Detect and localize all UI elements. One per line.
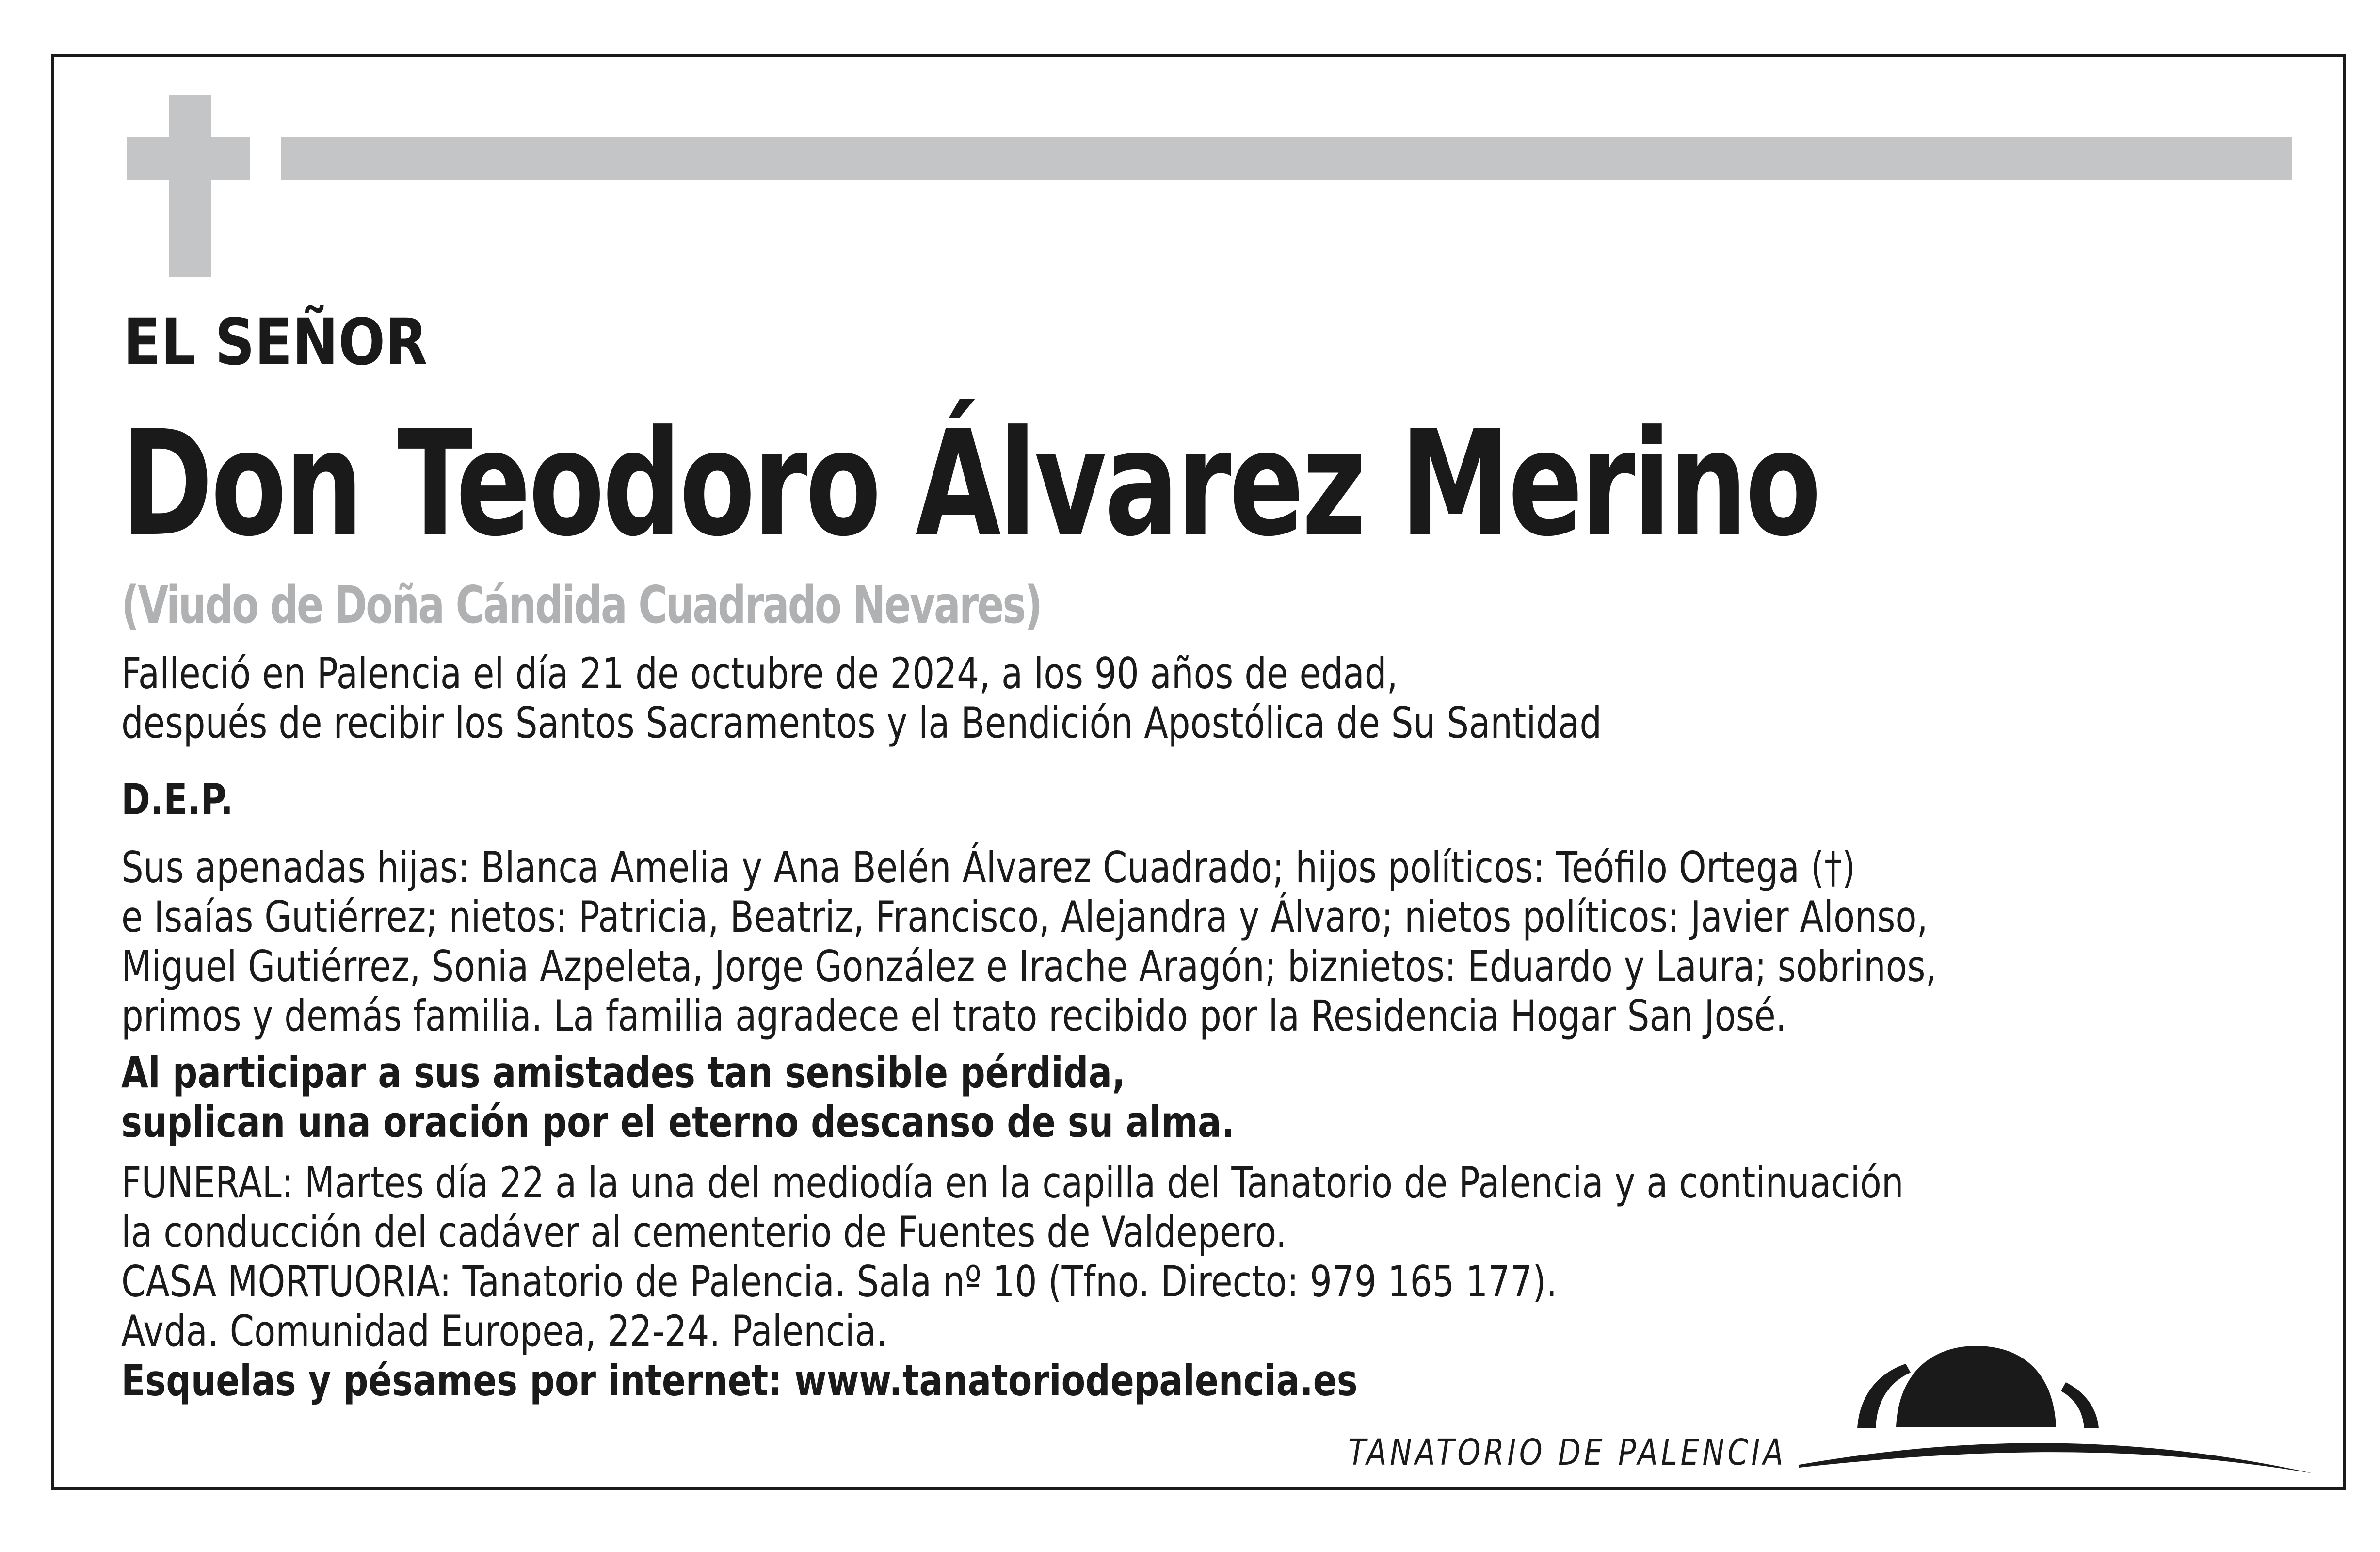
internet-line: Esquelas y pésames por internet: www.tanatoriodepalencia.es xyxy=(121,1356,1358,1406)
death-notice-line: después de recibir los Santos Sacramentos y la Bendición Apostólica de Su Santidad xyxy=(121,698,1602,748)
family-line: Miguel Gutiérrez, Sonia Azpeleta, Jorge González e Irache Aragón; biznietos: Eduardo y Laura; sobrinos, xyxy=(121,941,1937,991)
request-line: suplican una oración por el eterno descanso de su alma. xyxy=(121,1097,1235,1147)
logo-text: TANATORIO DE PALENCIA xyxy=(1348,1432,1786,1473)
title-prefix: EL SEÑOR xyxy=(123,305,428,380)
funeral-line: la conducción del cadáver al cementerio de Fuentes de Valdepero. xyxy=(121,1207,1287,1257)
casa-mortuoria-line: CASA MORTUORIA: Tanatorio de Palencia. Sala nº 10 (Tfno. Directo: 979 165 177). xyxy=(121,1257,1558,1307)
widow-subtitle: (Viudo de Doña Cándida Cuadrado Nevares) xyxy=(121,575,1042,635)
family-line: Sus apenadas hijas: Blanca Amelia y Ana Belén Álvarez Cuadrado; hijos políticos: Teófilo Ortega (†) xyxy=(121,842,1856,892)
request-line: Al participar a sus amistades tan sensible pérdida, xyxy=(121,1048,1126,1098)
funeral-line: FUNERAL: Martes día 22 a la una del mediodía en la capilla del Tanatorio de Palencia y a continuación xyxy=(121,1158,1904,1208)
death-notice-line: Falleció en Palencia el día 21 de octubre de 2024, a los 90 años de edad, xyxy=(121,648,1398,698)
address-line: Avda. Comunidad Europea, 22-24. Palencia. xyxy=(121,1306,887,1356)
tanatorio-logo-icon xyxy=(1794,1319,2318,1494)
deceased-name: Don Teodoro Álvarez Merino xyxy=(121,399,1819,568)
family-line: e Isaías Gutiérrez; nietos: Patricia, Beatriz, Francisco, Alejandra y Álvaro; nietos políticos: Javier Alonso, xyxy=(121,892,1928,942)
header-bar xyxy=(281,137,2292,180)
family-line: primos y demás familia. La familia agradece el trato recibido por la Residencia Hogar San José. xyxy=(121,991,1787,1041)
rip-text: D.E.P. xyxy=(121,775,234,824)
